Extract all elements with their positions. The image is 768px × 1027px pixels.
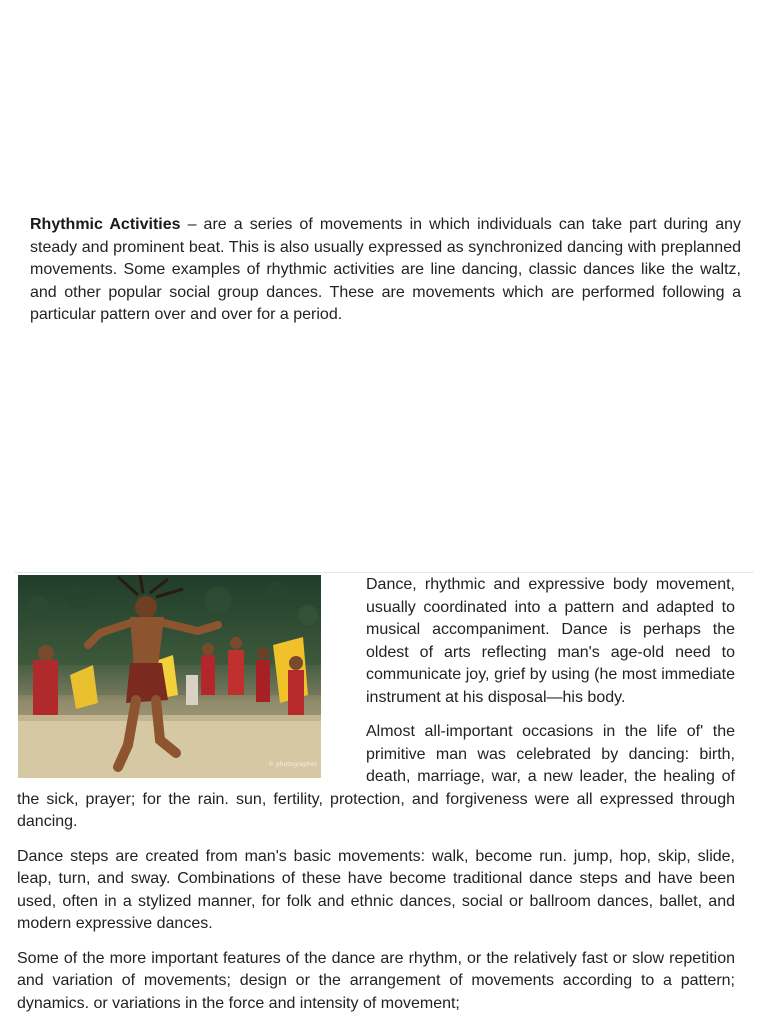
- dance-paragraph-4: Some of the more important features of the dance are rhythm, or the relatively fast or slow repetition and variation of movements; design or the arrangement of movements according to a pattern; dynamics. or variations in the force and intensity of movement;: [17, 949, 735, 1012]
- dance-section: [17, 574, 735, 1027]
- photo-credit: © photographer: [268, 760, 317, 768]
- dance-paragraph-3: Dance steps are created from man's basic movements: walk, become run. jump, hop, skip, slide, leap, turn, and sway. Combinations of these have become traditional dance steps and have been used, often in a stylized manner, for folk and ethnic dances, social or ballroom dances, ballet, and modern expressive dances.: [17, 847, 735, 932]
- festival-dancers-photo: [18, 575, 321, 778]
- rhythmic-activities-definition: – are a series of movements in which individuals can take part during any steady and prominent beat. This is also usually expressed as synchronized dancing with preplanned movements. Some examples of rhythmic activities are line dancing, classic dances like the waltz, and other popular social group dances. These are movements which are performed following a particular pattern over and over for a period.: [30, 216, 742, 323]
- dancers-illustration: [18, 575, 321, 778]
- rhythmic-activities-paragraph: [30, 214, 741, 327]
- dance-paragraph-1: Dance, rhythmic and expressive body movement, usually coordinated into a pattern and adapted to musical accompaniment. Dance is perhaps the oldest of arts reflecting man's age-old need to communicate joy, grief by using (he most immediate instrument at his disposal—his body.: [366, 576, 735, 706]
- section-divider: [14, 572, 754, 573]
- rhythmic-activities-term: Rhythmic Activities: [30, 216, 181, 233]
- dance-paragraph-2: Almost all-important occasions in the life of' the primitive man was celebrated by dancing: birth, death, marriage, war, a new leader, the healing of the sick, prayer; for the rain. sun, fertility, protection, and forgiveness were all expressed through dancing.: [17, 723, 735, 830]
